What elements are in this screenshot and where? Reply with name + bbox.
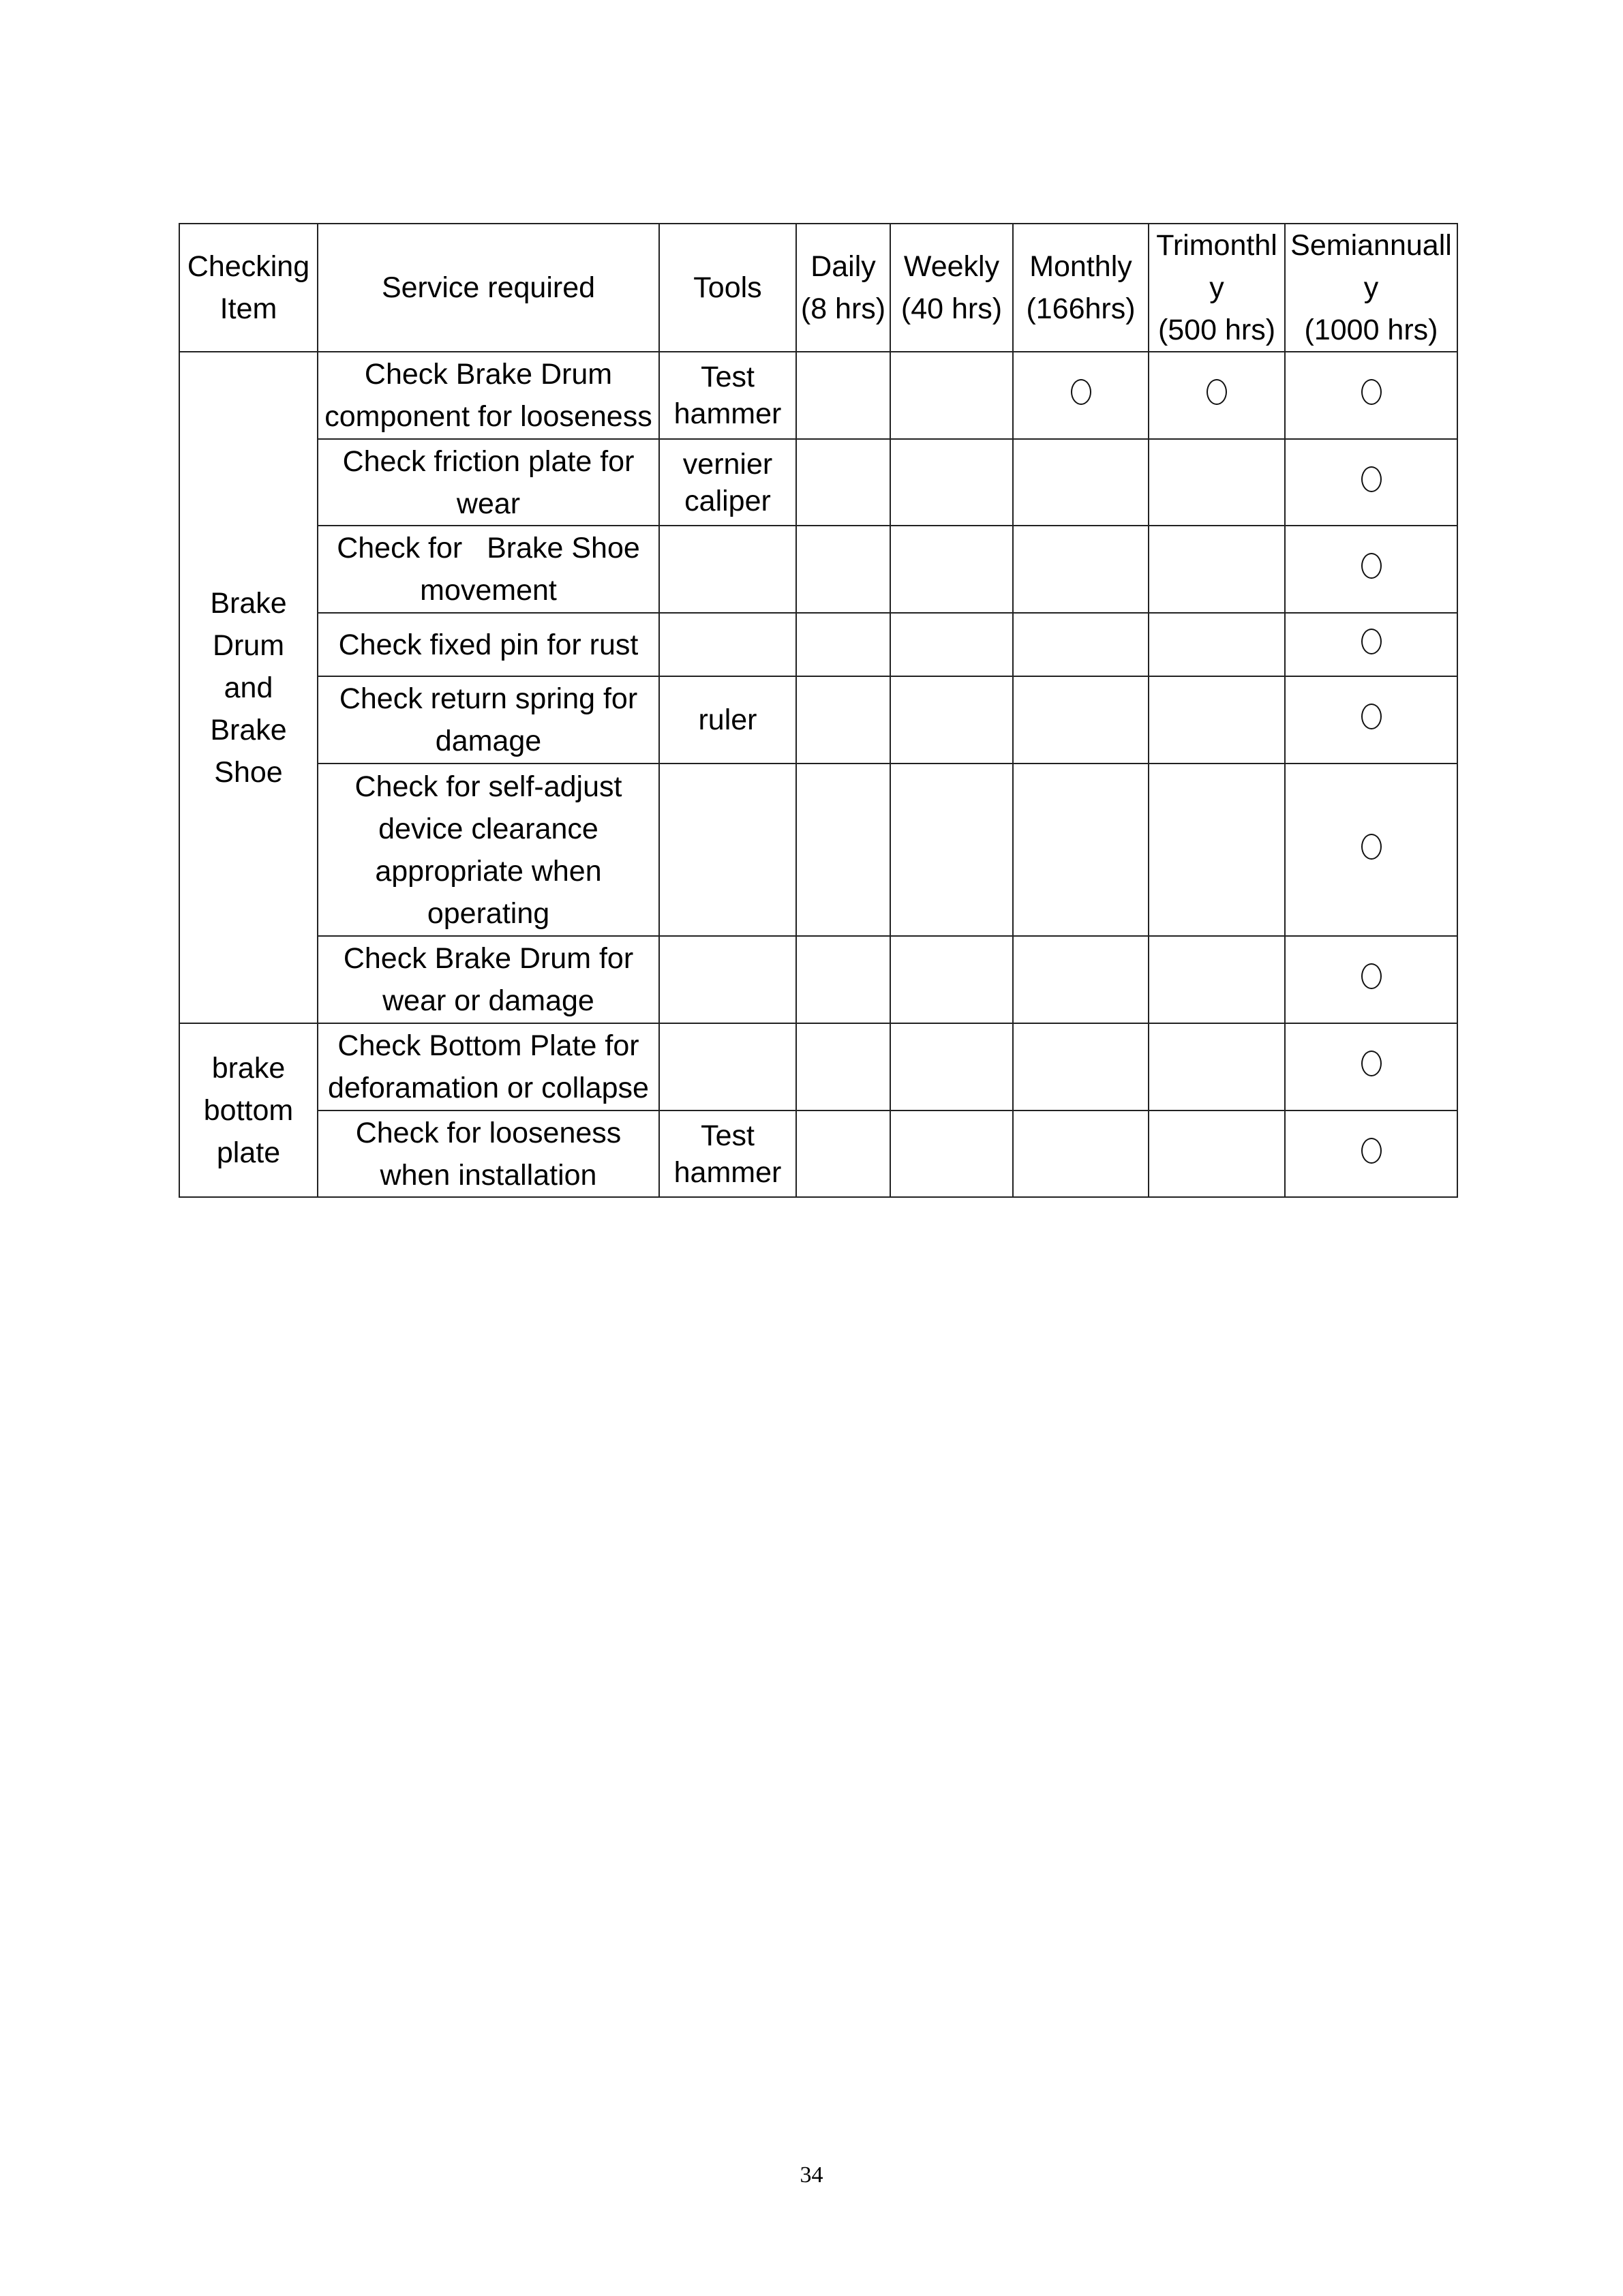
interval-cell — [1149, 676, 1285, 764]
check-circle-icon — [1207, 379, 1227, 405]
table-row — [179, 613, 1457, 676]
interval-cell — [1013, 676, 1149, 764]
service-cell: Check for looseness when installation — [318, 1111, 659, 1197]
tools-cell — [659, 936, 796, 1023]
interval-cell — [890, 1023, 1013, 1111]
table-row — [179, 352, 1457, 439]
check-circle-icon — [1361, 963, 1382, 989]
interval-cell — [1149, 526, 1285, 613]
check-circle-icon — [1361, 629, 1382, 654]
table-row — [179, 764, 1457, 936]
interval-cell — [1013, 936, 1149, 1023]
tools-cell — [659, 764, 796, 936]
interval-cell — [890, 613, 1013, 676]
tools-cell: Test hammer — [659, 352, 796, 439]
interval-cell — [796, 936, 890, 1023]
service-cell: Check Bottom Plate for deforamation or collapse — [318, 1023, 659, 1111]
service-cell: Check fixed pin for rust — [318, 613, 659, 676]
check-circle-icon — [1361, 466, 1382, 492]
interval-cell — [890, 936, 1013, 1023]
column-header: Daily (8 hrs) — [796, 224, 890, 352]
interval-cell — [1285, 936, 1457, 1023]
page-number: 34 — [800, 2162, 823, 2188]
interval-cell — [890, 676, 1013, 764]
interval-cell — [1149, 936, 1285, 1023]
column-header: Trimonthl y (500 hrs) — [1149, 224, 1285, 352]
interval-cell — [1149, 352, 1285, 439]
interval-cell — [796, 1111, 890, 1197]
checking-item-cell: brake bottom plate — [179, 1023, 318, 1197]
table-row — [179, 936, 1457, 1023]
column-header: Checking Item — [179, 224, 318, 352]
service-cell: Check Brake Drum for wear or damage — [318, 936, 659, 1023]
table-row — [179, 439, 1457, 526]
interval-cell — [796, 352, 890, 439]
check-circle-icon — [1361, 553, 1382, 579]
check-circle-icon — [1361, 834, 1382, 860]
interval-cell — [796, 526, 890, 613]
table-row — [179, 676, 1457, 764]
check-circle-icon — [1071, 379, 1091, 405]
tools-cell: ruler — [659, 676, 796, 764]
tools-cell — [659, 526, 796, 613]
interval-cell — [1149, 439, 1285, 526]
interval-cell — [1285, 1111, 1457, 1197]
interval-cell — [890, 1111, 1013, 1197]
column-header: Service required — [318, 224, 659, 352]
checking-item-cell: Brake Drum and Brake Shoe — [179, 352, 318, 1023]
interval-cell — [796, 764, 890, 936]
interval-cell — [1285, 764, 1457, 936]
interval-cell — [1013, 526, 1149, 613]
interval-cell — [1285, 439, 1457, 526]
interval-cell — [1285, 676, 1457, 764]
column-header: Tools — [659, 224, 796, 352]
header-row — [179, 224, 1457, 352]
interval-cell — [796, 613, 890, 676]
service-cell: Check for self-adjust device clearance appropriate when operating — [318, 764, 659, 936]
interval-cell — [1285, 1023, 1457, 1111]
interval-cell — [1285, 613, 1457, 676]
interval-cell — [1013, 1111, 1149, 1197]
check-circle-icon — [1361, 704, 1382, 729]
tools-cell — [659, 613, 796, 676]
check-circle-icon — [1361, 1051, 1382, 1076]
interval-cell — [1149, 764, 1285, 936]
interval-cell — [890, 352, 1013, 439]
interval-cell — [796, 439, 890, 526]
tools-cell: vernier caliper — [659, 439, 796, 526]
interval-cell — [796, 1023, 890, 1111]
table-row — [179, 1111, 1457, 1197]
interval-cell — [1013, 1023, 1149, 1111]
interval-cell — [1149, 613, 1285, 676]
interval-cell — [1013, 439, 1149, 526]
interval-cell — [1149, 1023, 1285, 1111]
check-circle-icon — [1361, 379, 1382, 405]
service-cell: Check return spring for damage — [318, 676, 659, 764]
interval-cell — [1285, 352, 1457, 439]
service-cell: Check friction plate for wear — [318, 439, 659, 526]
interval-cell — [1285, 526, 1457, 613]
column-header: Monthly (166hrs) — [1013, 224, 1149, 352]
interval-cell — [1149, 1111, 1285, 1197]
service-cell: Check Brake Drum component for looseness — [318, 352, 659, 439]
table-row — [179, 1023, 1457, 1111]
column-header: Weekly (40 hrs) — [890, 224, 1013, 352]
maintenance-schedule-table — [179, 223, 1458, 1198]
table-row — [179, 526, 1457, 613]
tools-cell: Test hammer — [659, 1111, 796, 1197]
interval-cell — [796, 676, 890, 764]
interval-cell — [1013, 352, 1149, 439]
interval-cell — [890, 526, 1013, 613]
service-cell: Check for Brake Shoe movement — [318, 526, 659, 613]
interval-cell — [890, 439, 1013, 526]
interval-cell — [890, 764, 1013, 936]
check-circle-icon — [1361, 1138, 1382, 1164]
interval-cell — [1013, 764, 1149, 936]
column-header: Semiannuall y (1000 hrs) — [1285, 224, 1457, 352]
tools-cell — [659, 1023, 796, 1111]
interval-cell — [1013, 613, 1149, 676]
